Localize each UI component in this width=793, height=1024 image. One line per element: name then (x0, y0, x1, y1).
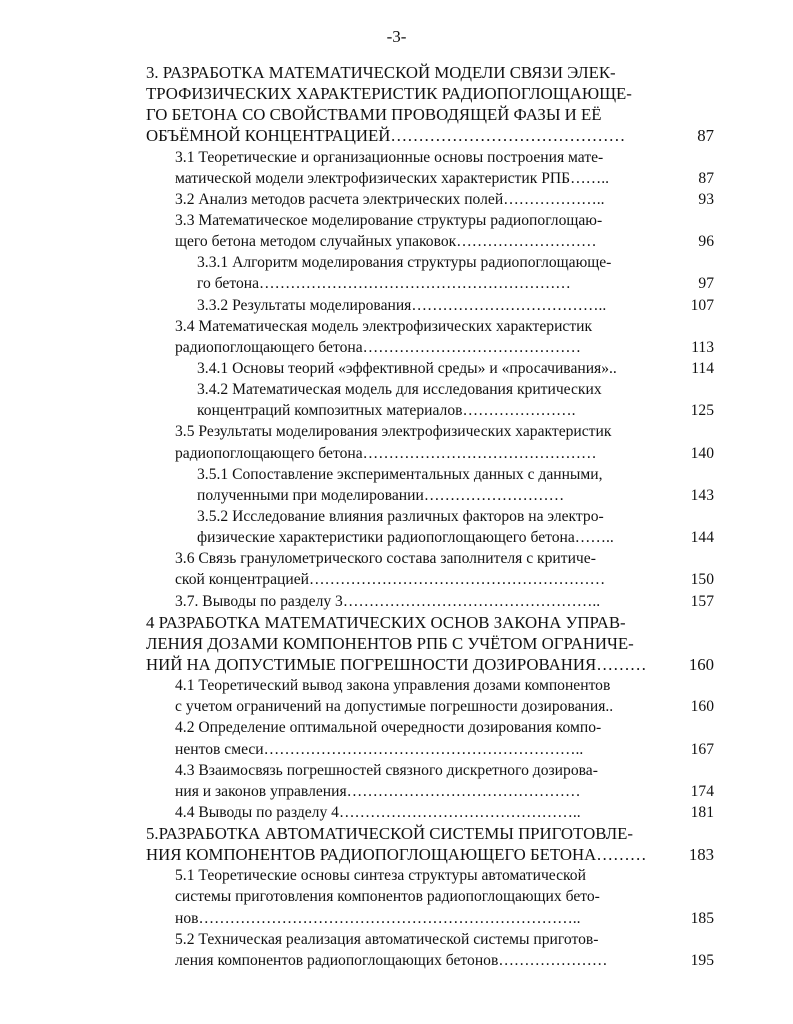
toc-entry-text: ской концентрацией………………………………………………… (175, 571, 606, 589)
toc-entry-line (0, 760, 793, 781)
toc-page-number: 93 (698, 190, 714, 208)
toc-section-entry (0, 591, 793, 612)
toc-entry-line (0, 104, 793, 125)
toc-entry-text: 3. РАЗРАБОТКА МАТЕМАТИЧЕСКОЙ МОДЕЛИ СВЯЗИ ЭЛЕК- (146, 63, 616, 82)
page-number: -3- (386, 27, 407, 46)
toc-section-entry (0, 760, 793, 802)
toc-entry-line (0, 908, 793, 929)
toc-section-entry (0, 464, 793, 506)
toc-entry-text: полученными при моделировании……………………… (197, 486, 565, 504)
toc-entry-text: 3.4.2 Математическая модель для исследования критических (197, 381, 602, 399)
toc-entry-line (0, 358, 793, 379)
toc-entry-line (0, 400, 793, 421)
toc-entry-text: 3.5.2 Исследование влияния различных факторов на электро- (197, 507, 604, 525)
toc-section-entry (0, 189, 793, 210)
toc-page-number: 143 (690, 486, 714, 504)
toc-page-number: 96 (698, 233, 714, 251)
toc-entry-text: ОБЪЁМНОЙ КОНЦЕНТРАЦИЕЙ…………………………………… (146, 126, 626, 146)
toc-page-number: 160 (688, 654, 714, 674)
toc-page-number: 113 (691, 338, 714, 356)
toc-entry-text: 3.4 Математическая модель электрофизических характеристик (175, 317, 593, 335)
toc-section-entry (0, 210, 793, 252)
toc-entry-line (0, 443, 793, 464)
toc-entry-line (0, 739, 793, 760)
toc-entry-text: ния и законов управления……………………………………… (175, 782, 581, 800)
toc-entry-text: концентраций композитных материалов…………………. (197, 402, 576, 420)
toc-entry-text: 3.3.1 Алгоритм моделирования структуры радиопоглощающе- (197, 254, 612, 272)
toc-entry-text: физические характеристики радиопоглощающего бетона…….. (197, 529, 614, 547)
toc-section-entry (0, 929, 793, 971)
toc-section-entry (0, 316, 793, 358)
toc-section-entry (0, 379, 793, 421)
toc-entry-text: нов……………………………………………………………….. (175, 909, 581, 927)
toc-section-entry (0, 802, 793, 823)
toc-page-number: 125 (690, 402, 714, 420)
toc-entry-text: 3.6 Связь гранулометрического состава заполнителя с критиче- (175, 550, 596, 568)
toc-page-number: 195 (690, 951, 714, 969)
toc-entry-line (0, 886, 793, 907)
toc-entry-text: ГО БЕТОНА СО СВОЙСТВАМИ ПРОВОДЯЩЕЙ ФАЗЫ И ЕЁ (146, 105, 602, 125)
toc-entry-line (0, 379, 793, 400)
toc-entry-line (0, 421, 793, 442)
toc-section-entry (0, 295, 793, 316)
toc-entry-text: НИЯ КОМПОНЕНТОВ РАДИОПОГЛОЩАЮЩЕГО БЕТОНА……… (146, 845, 647, 865)
toc-entry-line (0, 295, 793, 316)
toc-entry-line (0, 506, 793, 527)
toc-entry-text: 5.1 Теоретические основы синтеза структуры автоматической (175, 867, 586, 885)
toc-entry-text: ЛЕНИЯ ДОЗАМИ КОМПОНЕНТОВ РПБ С УЧЁТОМ ОГРАНИЧЕ- (146, 633, 634, 653)
toc-entry-line (0, 591, 793, 612)
toc-entry-text: 4.4 Выводы по разделу 4……………………………………….. (175, 803, 581, 821)
toc-entry-line (0, 273, 793, 294)
toc-page-number: 97 (698, 275, 714, 293)
toc-entry-line (0, 569, 793, 590)
toc-section-entry (0, 506, 793, 548)
toc-entry-line (0, 802, 793, 823)
toc-entry-text: ТРОФИЗИЧЕСКИХ ХАРАКТЕРИСТИК РАДИОПОГЛОЩАЮЩЕ- (146, 84, 632, 104)
toc-entry-line (0, 612, 793, 633)
toc-entry-line (0, 464, 793, 485)
toc-page-number: 160 (690, 698, 714, 716)
toc-entry-text: системы приготовления компонентов радиопоглощающих бето- (175, 888, 600, 906)
toc-entry-line (0, 675, 793, 696)
toc-page-number: 87 (698, 169, 714, 187)
toc-entry-text: радиопоглощающего бетона……………………………………… (175, 444, 597, 462)
toc-entry-text: радиопоглощающего бетона…………………………………… (175, 338, 581, 356)
toc-entry-line (0, 527, 793, 548)
toc-entry-text: 3.2 Анализ методов расчета электрических полей……………….. (175, 190, 605, 208)
toc-entry-text: щего бетона методом случайных упаковок……………………… (175, 233, 597, 251)
toc-section-entry (0, 548, 793, 590)
toc-entry-text: 4.2 Определение оптимальной очередности дозирования компо- (175, 719, 602, 737)
toc-section-entry (0, 717, 793, 759)
toc-entry-text: 5.РАЗРАБОТКА АВТОМАТИЧЕСКОЙ СИСТЕМЫ ПРИГОТОВЛЕ- (146, 824, 633, 844)
toc-entry-line (0, 316, 793, 337)
toc-entry-text: 3.5 Результаты моделирования электрофизических характеристик (175, 423, 612, 441)
toc-entry-text: 3.1 Теоретические и организационные основы построения мате- (175, 148, 604, 166)
toc-entry-line (0, 781, 793, 802)
toc-entry-text: ления компонентов радиопоглощающих бетонов………………… (175, 951, 608, 969)
toc-chapter-entry (0, 823, 793, 865)
toc-page-number: 114 (691, 359, 714, 377)
toc-entry-line (0, 844, 793, 865)
toc-entry-line (0, 337, 793, 358)
toc-entry-text: го бетона…………………………………………………… (197, 275, 571, 293)
toc-section-entry (0, 865, 793, 928)
toc-entry-text: 4 РАЗРАБОТКА МАТЕМАТИЧЕСКИХ ОСНОВ ЗАКОНА УПРАВ- (146, 612, 626, 632)
toc-entry-line (0, 147, 793, 168)
toc-section-entry (0, 252, 793, 294)
toc-chapter-entry (0, 62, 793, 147)
toc-entry-line (0, 252, 793, 273)
toc-entry-text: 3.5.1 Сопоставление экспериментальных данных с данными, (197, 465, 603, 483)
toc-page-number: 167 (690, 740, 714, 758)
toc-entry-line (0, 823, 793, 844)
toc-entry-line (0, 548, 793, 569)
toc-page-number: 107 (690, 296, 714, 314)
toc-entry-line (0, 929, 793, 950)
toc-entry-line (0, 633, 793, 654)
table-of-contents (0, 62, 793, 971)
toc-entry-text: 3.4.1 Основы теорий «эффективной среды» и «просачивания».. (197, 359, 617, 377)
toc-entry-line (0, 950, 793, 971)
toc-entry-line (0, 210, 793, 231)
toc-entry-text: нентов смеси…………………………………………………….. (175, 740, 584, 758)
toc-entry-text: 3.3.2 Результаты моделирования……………………………….. (197, 296, 607, 314)
toc-entry-line (0, 654, 793, 675)
toc-entry-line (0, 717, 793, 738)
toc-page-number: 144 (690, 529, 714, 547)
toc-section-entry (0, 675, 793, 717)
toc-page-number: 174 (690, 782, 714, 800)
toc-page-number: 183 (688, 845, 714, 865)
toc-entry-text: 5.2 Техническая реализация автоматической системы приготов- (175, 930, 599, 948)
toc-entry-line (0, 83, 793, 104)
toc-page-number: 185 (690, 909, 714, 927)
toc-entry-line (0, 696, 793, 717)
toc-section-entry (0, 358, 793, 379)
toc-entry-line (0, 865, 793, 886)
toc-entry-line (0, 189, 793, 210)
toc-entry-text: с учетом ограничений на допустимые погрешности дозирования.. (175, 698, 614, 716)
toc-entry-line (0, 168, 793, 189)
toc-page-number: 157 (690, 592, 714, 610)
toc-page-number: 150 (690, 571, 714, 589)
toc-page-number: 140 (690, 444, 714, 462)
toc-page-number: 87 (697, 126, 714, 146)
toc-entry-text: матической модели электрофизических характеристик РПБ…….. (175, 169, 610, 187)
toc-entry-text: 3.7. Выводы по разделу 3………………………………………….. (175, 592, 601, 610)
toc-entry-line (0, 485, 793, 506)
toc-chapter-entry (0, 612, 793, 675)
toc-entry-line (0, 125, 793, 146)
toc-entry-text: 4.1 Теоретический вывод закона управления дозами компонентов (175, 677, 611, 695)
toc-entry-text: НИЙ НА ДОПУСТИМЫЕ ПОГРЕШНОСТИ ДОЗИРОВАНИЯ……… (146, 654, 647, 674)
toc-entry-text: 3.3 Математическое моделирование структуры радиопоглощаю- (175, 211, 603, 229)
toc-entry-line (0, 62, 793, 83)
toc-entry-text: 4.3 Взаимосвязь погрешностей связного дискретного дозирова- (175, 761, 598, 779)
toc-entry-line (0, 231, 793, 252)
toc-page-number: 181 (690, 803, 714, 821)
toc-section-entry (0, 147, 793, 189)
toc-section-entry (0, 421, 793, 463)
